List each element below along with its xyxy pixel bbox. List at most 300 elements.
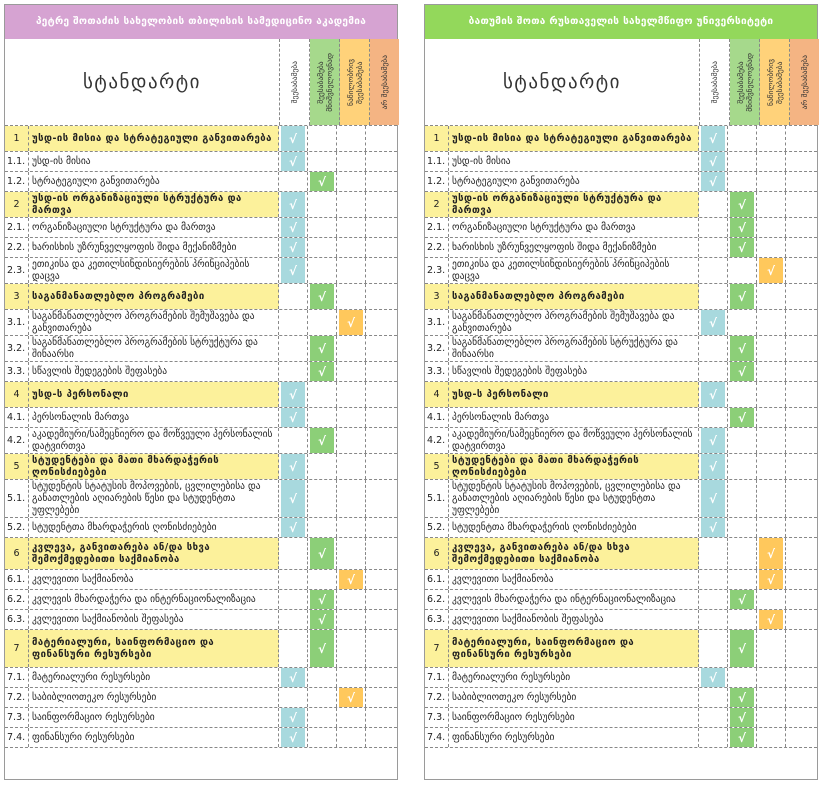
row-text: სტრატეგიული განვითარება <box>29 172 279 191</box>
check-mark-icon: √ <box>701 172 725 191</box>
row-text: პერსონალის მართვა <box>449 408 699 427</box>
section-row <box>5 192 397 218</box>
rating-cell <box>279 688 308 707</box>
rating-cell <box>279 172 308 191</box>
rating-cell <box>728 336 757 361</box>
rating-cell <box>279 708 308 727</box>
check-mark-icon: √ <box>281 192 305 217</box>
rating-cell <box>308 518 337 537</box>
table-header <box>5 39 397 126</box>
rating-cell <box>308 238 337 257</box>
row-text: მატერიალური, საინფორმაციო და ფინანსური რესურსები <box>29 630 279 667</box>
rating-cell <box>308 570 337 589</box>
row-text: ეთიკისა და კეთილსინდისიერების პრინციპების დაცვა <box>449 258 699 283</box>
rating-cell <box>757 172 786 191</box>
row-number: 5 <box>5 454 29 479</box>
row-text: საგანმანათლებლო პროგრამები <box>29 284 279 309</box>
row-text: კვლევის მხარდაჭერა და ინტერნაციონალიზაცია <box>449 590 699 609</box>
table-row <box>5 480 397 518</box>
row-text: სტუდენტები და მათი მხარდაჭერის ღონისძიებები <box>449 454 699 479</box>
rating-cell <box>366 362 395 381</box>
rating-cell <box>757 382 786 407</box>
check-mark-icon: √ <box>281 408 305 427</box>
rating-cell <box>728 610 757 629</box>
table-row <box>5 238 397 258</box>
rating-cell <box>279 408 308 427</box>
check-mark-icon: √ <box>730 688 754 707</box>
rating-cell <box>699 454 728 479</box>
row-number: 6.1. <box>5 570 29 589</box>
rating-cell <box>366 728 395 747</box>
row-text: უსდ-ის ორგანიზაციული სტრუქტურა და მართვა <box>449 192 699 217</box>
row-text: აკადემიური/სამეცნიერო და მოწვეული პერსონალის დატვირთვა <box>29 428 279 453</box>
rating-cell <box>366 310 395 335</box>
check-mark-icon: √ <box>701 668 725 687</box>
check-mark-icon: √ <box>281 382 305 407</box>
rating-cell <box>786 362 815 381</box>
row-text: კვლევითი საქმიანობის შეფასება <box>29 610 279 629</box>
row-text: კვლევა, განვითარება ან/და სხვა შემოქმედებითი საქმიანობა <box>449 538 699 569</box>
rating-cell <box>279 192 308 217</box>
rating-cell <box>699 238 728 257</box>
section-row <box>425 454 817 480</box>
table-row <box>5 688 397 708</box>
check-mark-icon: √ <box>701 428 725 453</box>
row-text: სტუდენტთა მხარდაჭერის ღონისძიებები <box>449 518 699 537</box>
rating-cell <box>337 310 366 335</box>
rating-cell <box>337 192 366 217</box>
standards-rows <box>5 126 397 748</box>
rating-cell <box>757 192 786 217</box>
rating-cell <box>757 258 786 283</box>
check-mark-icon: √ <box>701 518 725 537</box>
rating-cell <box>279 668 308 687</box>
rating-cell <box>728 708 757 727</box>
row-number: 2 <box>425 192 449 217</box>
table-row <box>425 590 817 610</box>
rating-cell <box>279 480 308 517</box>
rating-cell <box>699 610 728 629</box>
rating-cell <box>728 238 757 257</box>
row-text: უსდ-ის მისია <box>29 152 279 171</box>
rating-cell <box>757 126 786 151</box>
table-row <box>5 218 397 238</box>
rating-cell <box>366 126 395 151</box>
table-row <box>5 408 397 428</box>
table-row <box>5 172 397 192</box>
rating-cell <box>699 172 728 191</box>
row-number: 2.2. <box>425 238 449 257</box>
row-number: 7 <box>425 630 449 667</box>
right-panel <box>424 4 818 780</box>
row-text: კვლევითი საქმიანობა <box>29 570 279 589</box>
rating-cell <box>786 336 815 361</box>
rating-cell <box>786 538 815 569</box>
table-header <box>425 39 817 126</box>
section-row <box>5 126 397 152</box>
column-partially-compliant: ნაწილობრივ შეესაბამება <box>760 39 790 125</box>
table-row <box>425 258 817 284</box>
rating-cell <box>308 708 337 727</box>
check-mark-icon: √ <box>730 218 754 237</box>
rating-cell <box>757 668 786 687</box>
rating-cell <box>699 668 728 687</box>
check-mark-icon: √ <box>730 630 754 667</box>
rating-cell <box>728 688 757 707</box>
rating-cell <box>366 428 395 453</box>
check-mark-icon: √ <box>281 454 305 479</box>
rating-cell <box>786 668 815 687</box>
check-mark-icon: √ <box>339 688 363 707</box>
check-mark-icon: √ <box>730 728 754 747</box>
row-text: საგანმანათლებლო პროგრამების შემუშავება და განვითარება <box>449 310 699 335</box>
table-row <box>425 336 817 362</box>
row-number: 1.2. <box>425 172 449 191</box>
check-mark-icon: √ <box>310 362 334 381</box>
rating-cell <box>757 336 786 361</box>
rating-cell <box>786 382 815 407</box>
table-row <box>425 172 817 192</box>
row-text: სწავლის შედეგების შეფასება <box>29 362 279 381</box>
rating-cell <box>699 336 728 361</box>
rating-cell <box>279 454 308 479</box>
rating-cell <box>786 258 815 283</box>
row-number: 6 <box>5 538 29 569</box>
rating-cell <box>757 218 786 237</box>
rating-cell <box>308 408 337 427</box>
section-row <box>425 284 817 310</box>
rating-cell <box>786 152 815 171</box>
rating-cell <box>337 728 366 747</box>
rating-cell <box>757 538 786 569</box>
rating-cell <box>728 310 757 335</box>
section-row <box>425 192 817 218</box>
rating-cell <box>366 630 395 667</box>
table-row <box>425 218 817 238</box>
rating-cell <box>728 192 757 217</box>
rating-cell <box>757 428 786 453</box>
check-mark-icon: √ <box>730 192 754 217</box>
rating-cell <box>786 126 815 151</box>
check-mark-icon: √ <box>759 610 783 629</box>
rating-cell <box>337 454 366 479</box>
section-row <box>5 454 397 480</box>
row-text: მატერიალური რესურსები <box>29 668 279 687</box>
row-number: 2.3. <box>425 258 449 283</box>
check-mark-icon: √ <box>310 590 334 609</box>
rating-cell <box>337 284 366 309</box>
rating-cell <box>728 382 757 407</box>
rating-cell <box>786 284 815 309</box>
check-mark-icon: √ <box>281 218 305 237</box>
rating-cell <box>337 428 366 453</box>
table-row <box>5 518 397 538</box>
rating-cell <box>279 126 308 151</box>
rating-cell <box>728 630 757 667</box>
check-mark-icon: √ <box>701 480 725 517</box>
row-number: 5.1. <box>5 480 29 517</box>
rating-cell <box>366 408 395 427</box>
row-number: 7 <box>5 630 29 667</box>
row-number: 6.1. <box>425 570 449 589</box>
check-mark-icon: √ <box>730 362 754 381</box>
row-number: 1 <box>425 126 449 151</box>
table-row <box>425 728 817 748</box>
table-row <box>425 310 817 336</box>
rating-cell <box>699 630 728 667</box>
column-substantially-compliant: შეესაბამება მნიშვნელოვნად <box>730 39 760 125</box>
row-text: უსდ-ის მისია <box>449 152 699 171</box>
rating-cell <box>728 362 757 381</box>
rating-cell <box>699 382 728 407</box>
rating-cell <box>728 152 757 171</box>
rating-cell <box>337 480 366 517</box>
row-text: კვლევითი საქმიანობა <box>449 570 699 589</box>
check-mark-icon: √ <box>701 310 725 335</box>
rating-cell <box>337 688 366 707</box>
rating-cell <box>308 454 337 479</box>
column-compliant: შეესაბამება <box>700 39 730 125</box>
row-number: 2.1. <box>5 218 29 237</box>
check-mark-icon: √ <box>310 172 334 191</box>
rating-cell <box>308 428 337 453</box>
row-text: ფინანსური რესურსები <box>449 728 699 747</box>
row-text: უსდ-ის მისია და სტრატეგიული განვითარება <box>449 126 699 151</box>
row-number: 6.3. <box>5 610 29 629</box>
row-number: 3.3. <box>5 362 29 381</box>
rating-cell <box>366 172 395 191</box>
rating-cell <box>757 454 786 479</box>
rating-cell <box>337 590 366 609</box>
rating-cell <box>366 668 395 687</box>
rating-cell <box>366 688 395 707</box>
rating-cell <box>786 688 815 707</box>
rating-cell <box>337 538 366 569</box>
rating-cell <box>699 590 728 609</box>
rating-cell <box>279 238 308 257</box>
rating-cell <box>308 382 337 407</box>
rating-cell <box>728 538 757 569</box>
column-non-compliant: არ შეესაბამება <box>370 39 399 125</box>
rating-cell <box>757 310 786 335</box>
rating-cell <box>757 480 786 517</box>
rating-cell <box>337 126 366 151</box>
row-text: სტრატეგიული განვითარება <box>449 172 699 191</box>
row-text: სტუდენტის სტატუსის მოპოვების, ცვლილებისა და განათლების აღიარების წესი და სტუდენტთა უფლებები <box>29 480 279 517</box>
check-mark-icon: √ <box>281 708 305 727</box>
row-number: 3.1. <box>5 310 29 335</box>
row-number: 6.3. <box>425 610 449 629</box>
rating-cell <box>279 518 308 537</box>
row-text: საინფორმაციო რესურსები <box>29 708 279 727</box>
rating-cell <box>366 152 395 171</box>
row-text: ორგანიზაციული სტრუქტურა და მართვა <box>29 218 279 237</box>
table-row <box>425 408 817 428</box>
rating-cell <box>699 728 728 747</box>
panel-title: პეტრე შოთაძის სახელობის თბილისის სამედიცინო აკადემია <box>5 5 397 39</box>
rating-cell <box>728 728 757 747</box>
rating-cell <box>308 630 337 667</box>
rating-cell <box>699 192 728 217</box>
rating-cell <box>786 518 815 537</box>
rating-cell <box>279 310 308 335</box>
rating-cell <box>699 258 728 283</box>
rating-cell <box>279 538 308 569</box>
rating-cell <box>786 610 815 629</box>
rating-cell <box>337 152 366 171</box>
check-mark-icon: √ <box>310 538 334 569</box>
rating-cell <box>308 362 337 381</box>
row-text: საგანმანათლებლო პროგრამები <box>449 284 699 309</box>
rating-cell <box>337 518 366 537</box>
rating-cell <box>308 152 337 171</box>
rating-cell <box>786 590 815 609</box>
row-text: აკადემიური/სამეცნიერო და მოწვეული პერსონალის დატვირთვა <box>449 428 699 453</box>
rating-cell <box>786 728 815 747</box>
section-row <box>425 382 817 408</box>
rating-cell <box>786 218 815 237</box>
row-number: 2.1. <box>425 218 449 237</box>
check-mark-icon: √ <box>310 284 334 309</box>
row-number: 1.2. <box>5 172 29 191</box>
rating-cell <box>786 192 815 217</box>
rating-cell <box>308 192 337 217</box>
rating-cell <box>757 408 786 427</box>
rating-cell <box>786 630 815 667</box>
check-mark-icon: √ <box>281 258 305 283</box>
row-number: 7.4. <box>425 728 449 747</box>
row-text: უსდ-ის მისია და სტრატეგიული განვითარება <box>29 126 279 151</box>
row-text: კვლევა, განვითარება ან/და სხვა შემოქმედებითი საქმიანობა <box>29 538 279 569</box>
check-mark-icon: √ <box>701 382 725 407</box>
rating-cell <box>366 570 395 589</box>
rating-cell <box>308 610 337 629</box>
check-mark-icon: √ <box>701 152 725 171</box>
row-text: მატერიალური, საინფორმაციო და ფინანსური რესურსები <box>449 630 699 667</box>
rating-cell <box>699 218 728 237</box>
rating-cell <box>786 310 815 335</box>
section-row <box>425 630 817 668</box>
row-number: 3.2. <box>425 336 449 361</box>
table-row <box>425 610 817 630</box>
rating-cell <box>728 480 757 517</box>
rating-cell <box>279 610 308 629</box>
rating-cell <box>337 570 366 589</box>
rating-cell <box>786 708 815 727</box>
row-number: 7.3. <box>425 708 449 727</box>
rating-cell <box>366 192 395 217</box>
rating-cell <box>366 480 395 517</box>
table-row <box>425 238 817 258</box>
column-compliant: შეესაბამება <box>280 39 310 125</box>
table-row <box>425 668 817 688</box>
rating-cell <box>337 336 366 361</box>
row-text: კვლევის მხარდაჭერა და ინტერნაციონალიზაცია <box>29 590 279 609</box>
row-text: ხარისხის უზრუნველყოფის შიდა მექანიზმები <box>29 238 279 257</box>
rating-cell <box>728 518 757 537</box>
check-mark-icon: √ <box>730 336 754 361</box>
row-text: სწავლის შედეგების შეფასება <box>449 362 699 381</box>
rating-cell <box>728 428 757 453</box>
rating-cell <box>728 284 757 309</box>
row-number: 4.1. <box>425 408 449 427</box>
section-row <box>5 538 397 570</box>
row-text: საბიბლიოთეკო რესურსები <box>29 688 279 707</box>
check-mark-icon: √ <box>281 126 305 151</box>
rating-cell <box>337 708 366 727</box>
rating-cell <box>786 238 815 257</box>
rating-cell <box>786 480 815 517</box>
table-row <box>5 590 397 610</box>
row-text: საგანმანათლებლო პროგრამების სტრუქტურა და შინაარსი <box>449 336 699 361</box>
rating-cell <box>728 454 757 479</box>
section-row <box>5 382 397 408</box>
row-number: 3.2. <box>5 336 29 361</box>
check-mark-icon: √ <box>281 728 305 747</box>
rating-cell <box>728 668 757 687</box>
rating-cell <box>308 590 337 609</box>
row-number: 6 <box>425 538 449 569</box>
rating-cell <box>337 610 366 629</box>
rating-cell <box>279 284 308 309</box>
rating-cell <box>699 538 728 569</box>
table-row <box>425 518 817 538</box>
rating-cell <box>308 310 337 335</box>
row-number: 5.1. <box>425 480 449 517</box>
row-text: უსდ-ს პერსონალი <box>449 382 699 407</box>
row-text: ორგანიზაციული სტრუქტურა და მართვა <box>449 218 699 237</box>
table-row <box>425 362 817 382</box>
row-text: საგანმანათლებლო პროგრამების შემუშავება და განვითარება <box>29 310 279 335</box>
column-substantially-compliant: შეესაბამება მნიშვნელოვნად <box>310 39 340 125</box>
row-number: 4.2. <box>425 428 449 453</box>
rating-cell <box>786 570 815 589</box>
rating-cell <box>308 336 337 361</box>
rating-cell <box>786 408 815 427</box>
section-row <box>425 538 817 570</box>
table-row <box>5 152 397 172</box>
rating-cell <box>757 708 786 727</box>
rating-cell <box>366 336 395 361</box>
row-number: 4 <box>425 382 449 407</box>
rating-cell <box>337 258 366 283</box>
rating-cell <box>699 688 728 707</box>
row-text: ხარისხის უზრუნველყოფის შიდა მექანიზმები <box>449 238 699 257</box>
rating-cell <box>308 480 337 517</box>
rating-cell <box>366 218 395 237</box>
check-mark-icon: √ <box>310 336 334 361</box>
check-mark-icon: √ <box>759 258 783 283</box>
rating-cell <box>699 518 728 537</box>
row-number: 3.1. <box>425 310 449 335</box>
check-mark-icon: √ <box>730 238 754 257</box>
rating-cell <box>366 708 395 727</box>
rating-cell <box>337 172 366 191</box>
row-text: მატერიალური რესურსები <box>449 668 699 687</box>
row-text: უსდ-ს პერსონალი <box>29 382 279 407</box>
row-text: ეთიკისა და კეთილსინდისიერების პრინციპების დაცვა <box>29 258 279 283</box>
row-number: 7.1. <box>5 668 29 687</box>
rating-cell <box>366 590 395 609</box>
rating-cell <box>279 590 308 609</box>
row-number: 5 <box>425 454 449 479</box>
rating-cell <box>279 728 308 747</box>
column-non-compliant: არ შეესაბამება <box>790 39 819 125</box>
check-mark-icon: √ <box>730 408 754 427</box>
rating-cell <box>279 362 308 381</box>
rating-cell <box>308 538 337 569</box>
check-mark-icon: √ <box>339 570 363 589</box>
